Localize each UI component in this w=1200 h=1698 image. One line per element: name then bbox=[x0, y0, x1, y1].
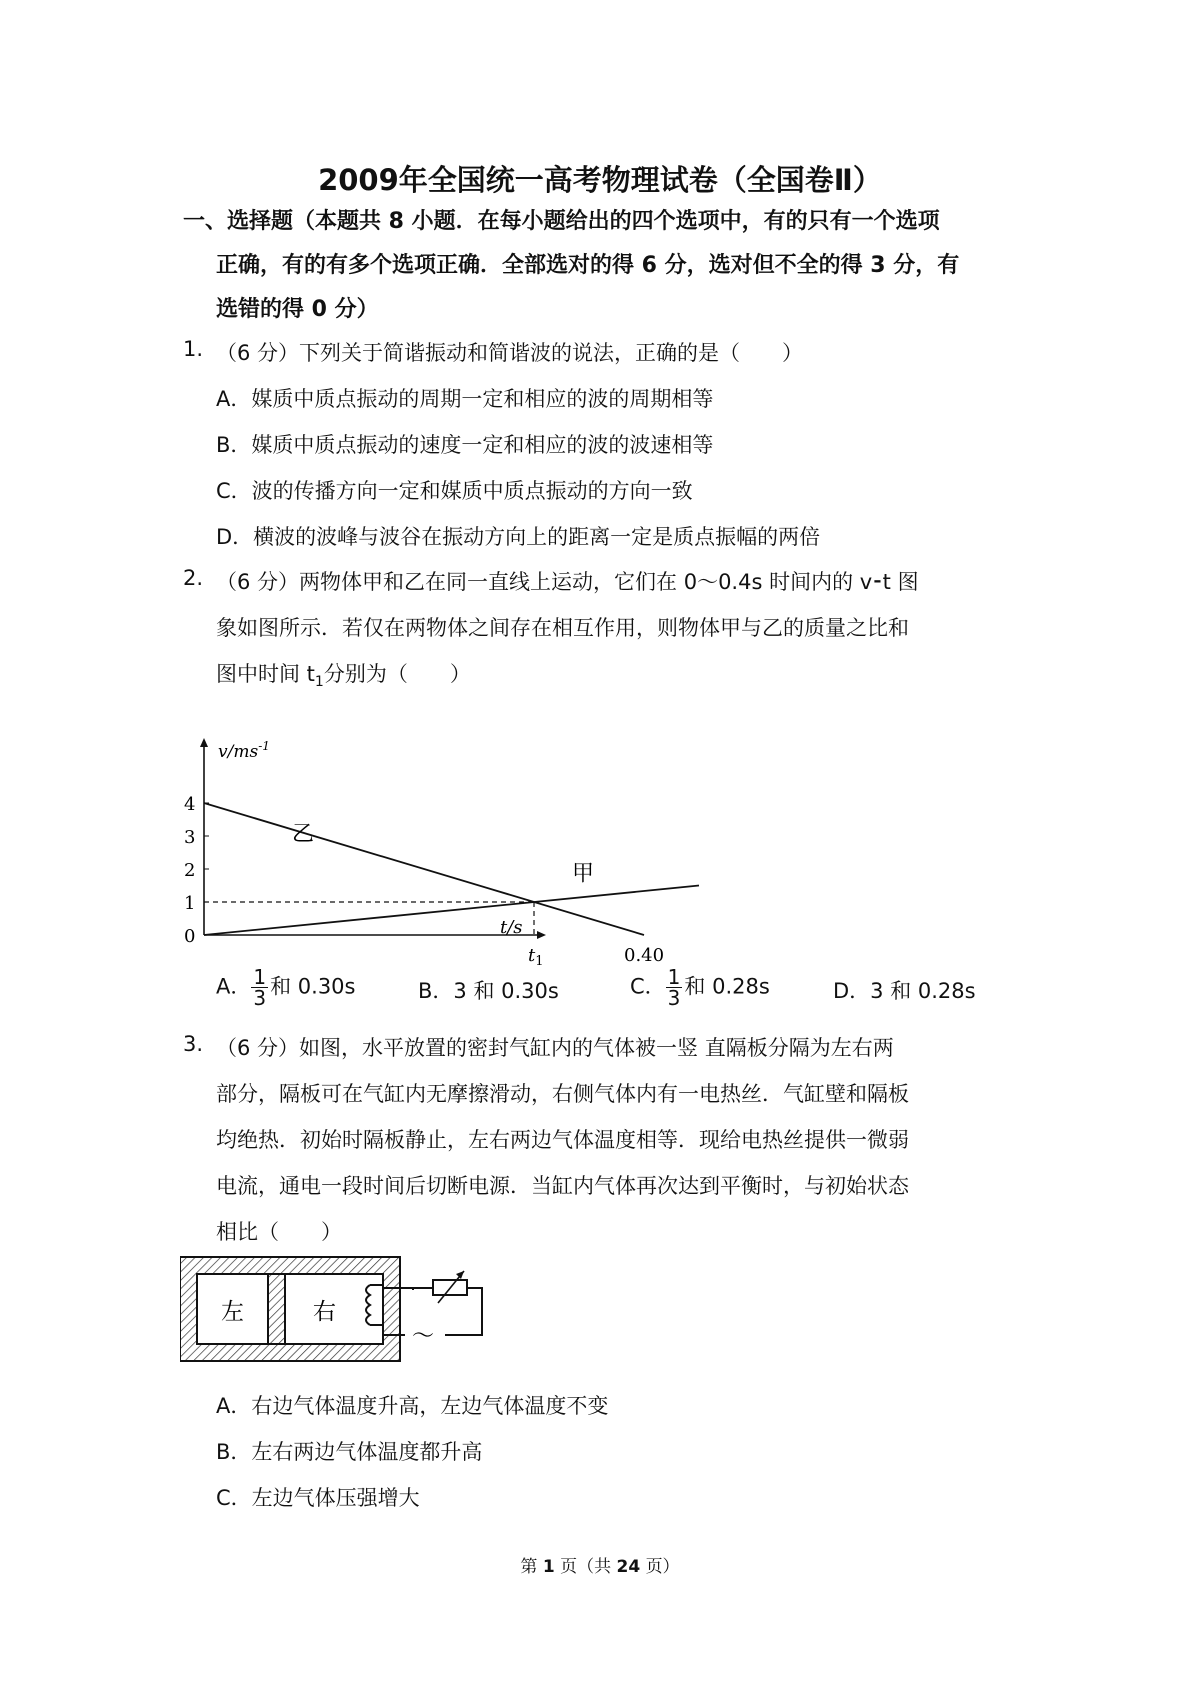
q2-option-b: B．3 和 0.30s bbox=[418, 979, 559, 1003]
q2-option-a-numerator: 1 bbox=[253, 965, 267, 989]
q3-stem-line-5: 相比（ ） bbox=[216, 1220, 342, 1244]
x-axis-label: t/s bbox=[500, 917, 523, 938]
footer-pre: 第 bbox=[520, 1557, 538, 1577]
series-label-jia: 甲 bbox=[572, 861, 595, 887]
q2-option-c-rest: 和 0.28s bbox=[684, 974, 770, 999]
q2-option-c-denominator: 3 bbox=[667, 986, 681, 1010]
q2-stem-line-1: （6 分）两物体甲和乙在同一直线上运动，它们在 0～0.4s 时间内的 v⁃t 图 bbox=[216, 570, 919, 594]
q2-stem-line-2: 象如图所示．若仅在两物体之间存在相互作用，则物体甲与乙的质量之比和 bbox=[216, 616, 909, 640]
q2-option-c-numerator: 1 bbox=[667, 965, 681, 989]
q2-option-a-label: A． bbox=[216, 974, 252, 999]
footer-total-pages: 24 bbox=[616, 1557, 641, 1577]
q2-option-c-label: C． bbox=[630, 974, 666, 999]
footer-post: 页） bbox=[645, 1557, 680, 1577]
q1-option-d: D．横波的波峰与波谷在振动方向上的距离一定是质点振幅的两倍 bbox=[216, 525, 821, 549]
series-label-yi: 乙 bbox=[292, 821, 315, 847]
q3-stem-line-2: 部分，隔板可在气缸内无摩擦滑动，右侧气体内有一电热丝．气缸壁和隔板 bbox=[216, 1082, 909, 1106]
q2-option-a bbox=[216, 967, 355, 1008]
heating-wire bbox=[366, 1285, 370, 1325]
y-tick-label: 2 bbox=[184, 860, 196, 881]
footer-page-number: 1 bbox=[542, 1557, 555, 1577]
x-tick-label-t1: $t_1$ bbox=[528, 945, 544, 969]
q3-number: 3. bbox=[183, 1032, 204, 1056]
q1-stem: （6 分）下列关于简谐振动和简谐波的说法，正确的是（ ） bbox=[216, 341, 804, 365]
q2-option-a-denominator: 3 bbox=[253, 986, 267, 1010]
q1-option-a: A．媒质中质点振动的周期一定和相应的波的周期相等 bbox=[216, 387, 714, 411]
y-axis-label: $v/ms^{-1}$ bbox=[218, 739, 270, 762]
q2-stem-line-3-post: 分别为（ ） bbox=[323, 662, 471, 686]
page-title: 2009年全国统一高考物理试卷（全国卷Ⅱ） bbox=[318, 163, 882, 197]
rheostat-arrow-head bbox=[456, 1271, 464, 1279]
label-left: 左 bbox=[221, 1299, 244, 1325]
page-footer bbox=[0, 1552, 1200, 1577]
q3-stem-line-1: （6 分）如图，水平放置的密封气缸内的气体被一竖 直隔板分隔为左右两 bbox=[216, 1036, 894, 1060]
q2-option-c bbox=[630, 967, 770, 1008]
y-tick-label: 1 bbox=[184, 893, 196, 914]
cylinder-figure bbox=[180, 1255, 500, 1380]
y-tick-label: 0 bbox=[184, 926, 196, 947]
q1-option-c: C．波的传播方向一定和媒质中质点振动的方向一致 bbox=[216, 479, 693, 503]
q2-option-a-fraction bbox=[251, 967, 268, 1008]
q1-number: 1. bbox=[183, 337, 204, 361]
q2-option-d: D．3 和 0.28s bbox=[833, 979, 976, 1003]
partition bbox=[268, 1274, 285, 1344]
q2-number: 2. bbox=[183, 566, 204, 590]
q3-stem-line-3: 均绝热．初始时隔板静止，左右两边气体温度相等．现给电热丝提供一微弱 bbox=[216, 1128, 909, 1152]
q3-option-b: B．左右两边气体温度都升高 bbox=[216, 1440, 483, 1464]
q1-option-b: B．媒质中质点振动的速度一定和相应的波的波速相等 bbox=[216, 433, 714, 457]
series-line-jia bbox=[204, 886, 699, 936]
section-heading-line-3: 选错的得 0 分） bbox=[216, 297, 379, 322]
q2-option-c-fraction bbox=[666, 967, 683, 1008]
footer-mid: 页（共 bbox=[560, 1557, 612, 1577]
q3-option-c: C．左边气体压强增大 bbox=[216, 1486, 420, 1510]
q3-option-a: A．右边气体温度升高，左边气体温度不变 bbox=[216, 1394, 609, 1418]
q2-option-a-rest: 和 0.30s bbox=[270, 974, 356, 999]
q3-stem-line-4: 电流，通电一段时间后切断电源．当缸内气体再次达到平衡时，与初始状态 bbox=[216, 1174, 909, 1198]
q2-stem-line-3-sub: 1 bbox=[314, 674, 324, 691]
y-tick-label: 3 bbox=[184, 827, 196, 848]
ac-source-symbol: ～ bbox=[412, 1324, 435, 1349]
y-axis-arrow bbox=[200, 738, 208, 747]
q2-stem-line-3-pre: 图中时间 t bbox=[216, 662, 315, 686]
section-heading-line-1: 一、选择题（本题共 8 小题．在每小题给出的四个选项中，有的只有一个选项 bbox=[183, 209, 940, 234]
label-right: 右 bbox=[313, 1299, 336, 1325]
section-heading-line-2: 正确，有的有多个选项正确．全部选对的得 6 分，选对但不全的得 3 分，有 bbox=[216, 253, 960, 278]
y-tick-label: 4 bbox=[184, 794, 196, 815]
x-axis-arrow bbox=[537, 931, 546, 939]
x-tick-label-040: 0.40 bbox=[624, 945, 665, 966]
